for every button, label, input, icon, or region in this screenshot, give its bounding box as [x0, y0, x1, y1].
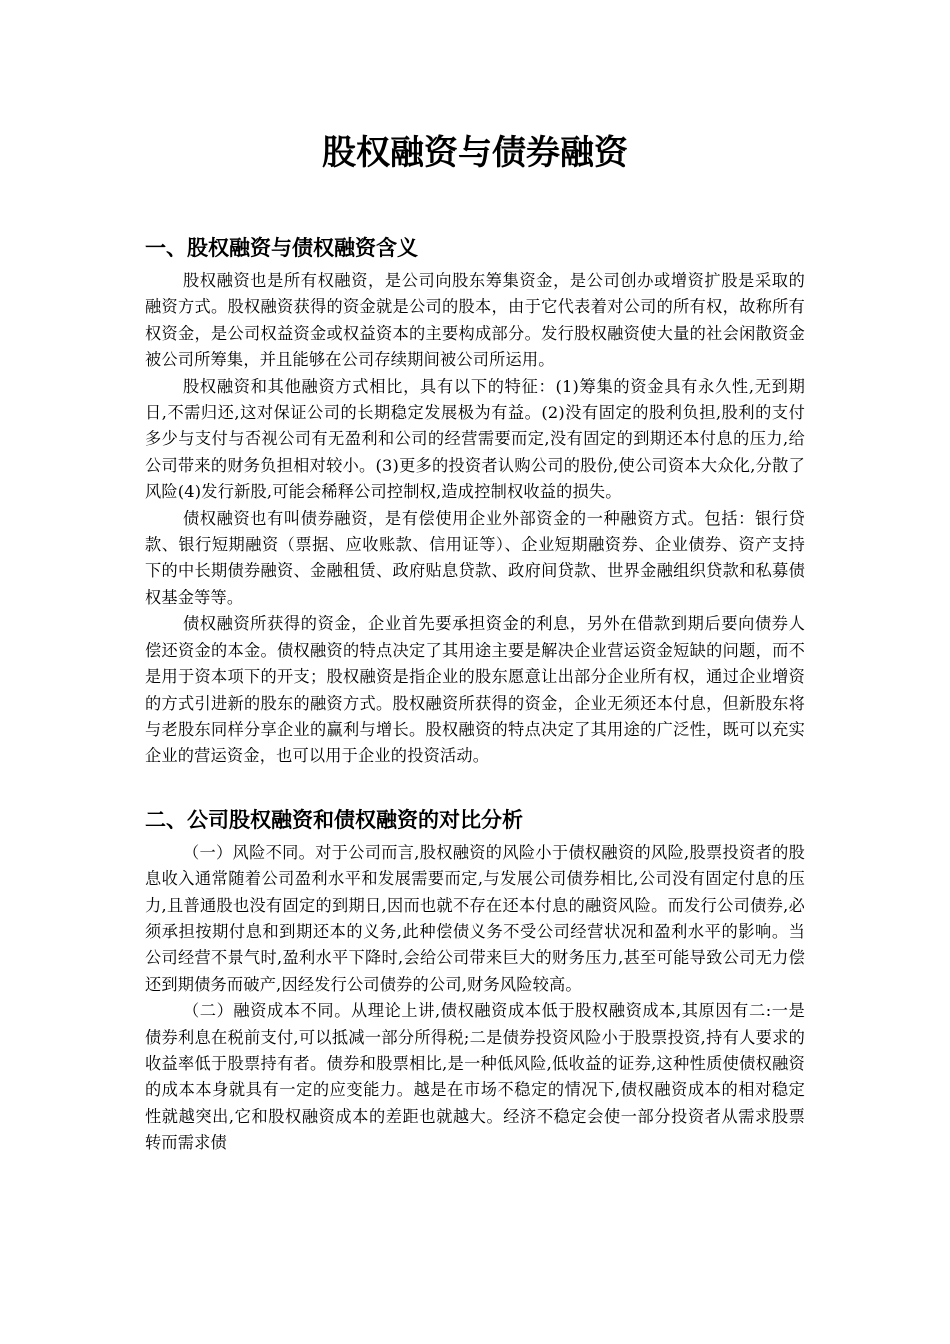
section-heading-1: 一、股权融资与债权融资含义: [145, 236, 418, 260]
paragraph: （一）风险不同。对于公司而言,股权融资的风险小于债权融资的风险,股票投资者的股息收入通常随着公司盈利水平和发展需要而定,与发展公司债券相比,公司没有固定付息的压力,且普通股也没有固定的到期日,因而也就不存在还本付息的融资风险。而发行公司债券,必须承担按期付息和到期还本的义务,此种偿债义务不受公司经营状况和盈利水平的影响。当公司经营不景气时,盈利水平下降时,会给公司带来巨大的财务压力,甚至可能导致公司无力偿还到期债务而破产,因经发行公司债券的公司,财务风险较高。: [145, 842, 805, 994]
paragraph: 股权融资也是所有权融资，是公司向股东筹集资金，是公司创办或增资扩股是采取的融资方式。股权融资获得的资金就是公司的股本，由于它代表着对公司的所有权，故称所有权资金，是公司权益资金或权益资本的主要构成部分。发行股权融资使大量的社会闲散资金被公司所筹集，并且能够在公司存续期间被公司所运用。: [145, 271, 805, 370]
paragraph: 债权融资所获得的资金，企业首先要承担资金的利息，另外在借款到期后要向债券人偿还资金的本金。债权融资的特点决定了其用途主要是解决企业营运资金短缺的问题，而不是用于资本项下的开支；股权融资是指企业的股东愿意让出部分企业所有权，通过企业增资的方式引进新的股东的融资方式。股权融资所获得的资金，企业无须还本付息，但新股东将与老股东同样分享企业的赢利与增长。股权融资的特点决定了其用途的广泛性，既可以充实企业的营运资金，也可以用于企业的投资活动。: [145, 614, 805, 766]
paragraph: （二）融资成本不同。从理论上讲,债权融资成本低于股权融资成本,其原因有二:一是债券利息在税前支付,可以抵减一部分所得税;二是债券投资风险小于股票投资,持有人要求的收益率低于股票持有者。债券和股票相比,是一种低风险,低收益的证券,这种性质使债权融资的成本本身就具有一定的应变能力。越是在市场不稳定的情况下,债权融资成本的相对稳定性就越突出,它和股权融资成本的差距也就越大。经济不稳定会使一部分投资者从需求股票转而需求债: [145, 1001, 805, 1153]
document-title: 股权融资与债券融资: [322, 133, 628, 173]
section-heading-2: 二、公司股权融资和债权融资的对比分析: [145, 807, 523, 832]
paragraph: 股权融资和其他融资方式相比，具有以下的特征：(1)筹集的资金具有永久性,无到期日,不需归还,这对保证公司的长期稳定发展极为有益。(2)没有固定的股利负担,股利的支付多少与支付与否视公司有无盈利和公司的经营需要而定,没有固定的到期还本付息的压力,给公司带来的财务负担相对较小。(3)更多的投资者认购公司的股份,使公司资本大众化,分散了风险(4)发行新股,可能会稀释公司控制权,造成控制权收益的损失。: [145, 376, 805, 502]
paragraph: 债权融资也有叫债券融资，是有偿使用企业外部资金的一种融资方式。包括：银行贷款、银行短期融资（票据、应收账款、信用证等）、企业短期融资券、企业债券、资产支持下的中长期债券融资、金融租赁、政府贴息贷款、政府间贷款、世界金融组织贷款和私募债权基金等等。: [145, 508, 805, 607]
document-body: [145, 232, 805, 1157]
